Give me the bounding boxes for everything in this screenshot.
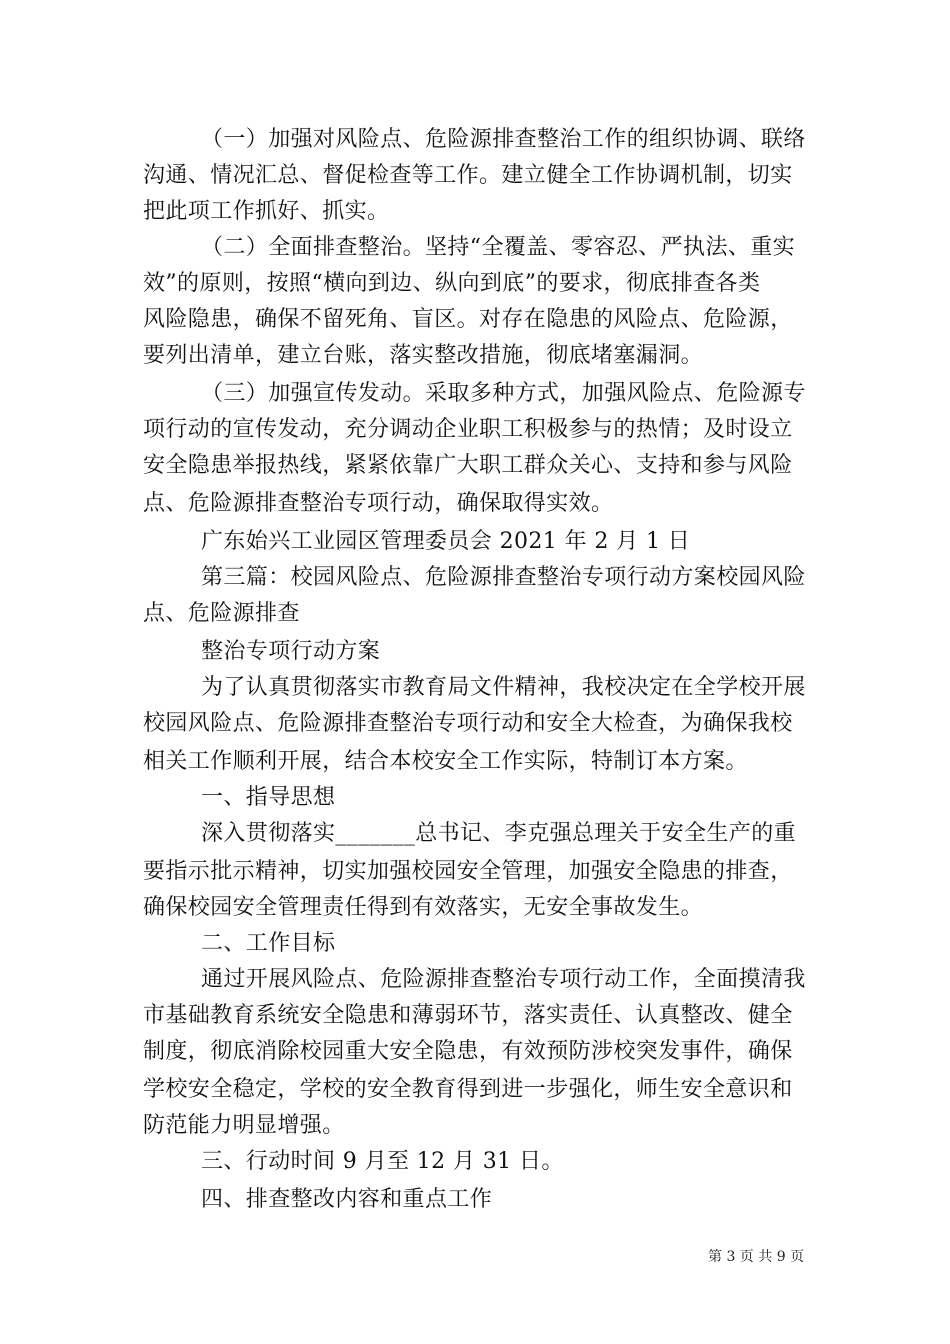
section-heading: 点、危险源排查: [143, 601, 300, 626]
section-heading: 三、行动时间 9 月至 12 月 31 日。: [201, 1149, 564, 1174]
text-line: 把此项工作抓好、抓实。: [143, 199, 390, 224]
text-line: （二）全面排查整治。坚持“全覆盖、零容忍、严执法、重实: [201, 235, 796, 260]
text-line: 项行动的宣传发动，充分调动企业职工积极参与的热情；及时设立: [143, 417, 793, 442]
text-line: 安全隐患举报热线，紧紧依靠广大职工群众关心、支持和参与风险: [143, 453, 793, 478]
text-line: 通过开展风险点、危险源排查整治专项行动工作，全面摸清我: [201, 967, 806, 992]
text-line: 点、危险源排查整治专项行动，确保取得实效。: [143, 491, 614, 516]
section-heading: 二、工作目标: [201, 931, 336, 956]
text-line: 效”的原则，按照“横向到边、纵向到底”的要求，彻底排查各类: [143, 271, 761, 296]
section-heading: 整治专项行动方案: [201, 639, 381, 664]
text-line: 市基础教育系统安全隐患和薄弱环节，落实责任、认真整改、健全: [143, 1003, 793, 1028]
text-line: （一）加强对风险点、危险源排查整治工作的组织协调、联络: [201, 127, 806, 152]
text-line: 相关工作顺利开展，结合本校安全工作实际，特制订本方案。: [143, 749, 748, 774]
section-heading: 第三篇：校园风险点、危险源排查整治专项行动方案校园风险: [201, 565, 806, 590]
text-line: 沟通、情况汇总、督促检查等工作。建立健全工作协调机制，切实: [143, 163, 793, 188]
text-line: 确保校园安全管理责任得到有效落实，无安全事故发生。: [143, 895, 704, 920]
page-number: 第 3 页 共 9 页: [708, 1249, 805, 1265]
text-line: 要列出清单，建立台账，落实整改措施，彻底堵塞漏洞。: [143, 343, 704, 368]
text-line: 深入贯彻落实_______总书记、李克强总理关于安全生产的重: [201, 821, 797, 846]
text-line: 校园风险点、危险源排查整治专项行动和安全大检查，为确保我校: [143, 711, 793, 736]
signature-line: 广东始兴工业园区管理委员会 2021 年 2 月 1 日: [201, 529, 691, 554]
text-line: 风险隐患，确保不留死角、盲区。对存在隐患的风险点、危险源，: [143, 307, 793, 332]
text-line: 制度，彻底消除校园重大安全隐患，有效预防涉校突发事件，确保: [143, 1039, 793, 1064]
text-line: 学校安全稳定，学校的安全教育得到进一步强化，师生安全意识和: [143, 1077, 793, 1102]
text-line: 为了认真贯彻落实市教育局文件精神，我校决定在全学校开展: [201, 675, 806, 700]
section-heading: 四、排查整改内容和重点工作: [201, 1187, 493, 1212]
text-line: （三）加强宣传发动。采取多种方式，加强风险点、危险源专: [201, 381, 806, 406]
text-line: 要指示批示精神，切实加强校园安全管理，加强安全隐患的排查，: [143, 859, 793, 884]
text-line: 防范能力明显增强。: [143, 1113, 345, 1138]
section-heading: 一、指导思想: [201, 785, 336, 810]
